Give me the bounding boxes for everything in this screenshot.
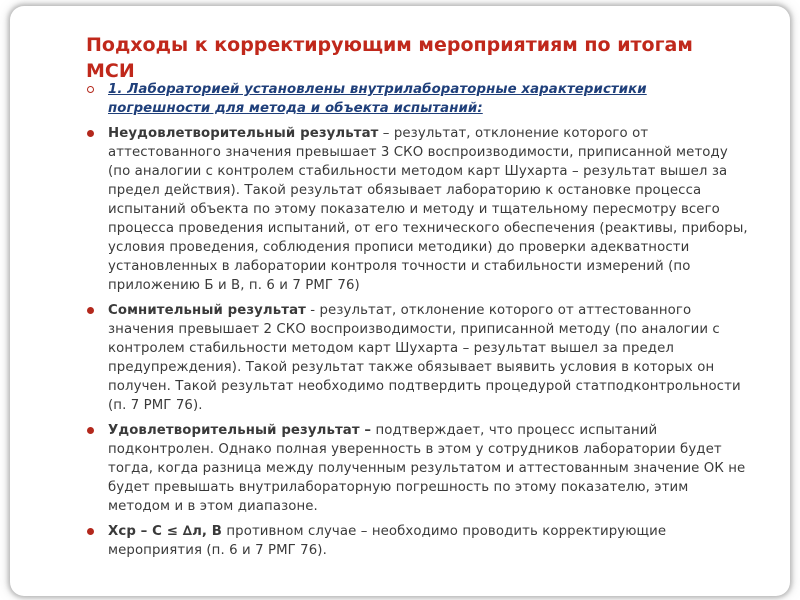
bullet-icon [87, 86, 94, 93]
bullet-icon [87, 427, 94, 434]
list-item-unsatisfactory [86, 124, 750, 295]
item-text: – результат, отклонение которого от аттестованного значения превышает 3 СКО воспроизводимости, приписанной методу (по аналогии с контролем стабильности методом карт Шухарта – результат вышел за предел действия). Такой результат обязывает лабораторию к остановке процесса испытаний объекта по этому показателю и методу и тщательному пересмотру всего процесса проведения испытаний, от его технического обеспечения (реактивы, приборы, условия проведения, соблюдения прописи методики) до проверки адекватности установленных в лаборатории контроля точности и стабильности измерений (по приложению Б и В, п. 6 и 7 РМГ 76) [108, 126, 748, 293]
item-text: противном случае – необходимо проводить корректирующие мероприятия (п. 6 и 7 РМГ 76). [108, 524, 667, 558]
bullet-icon [87, 130, 94, 137]
list-item-satisfactory [86, 421, 750, 516]
item-term: Удовлетворительный результат – [108, 423, 372, 438]
slide-content-list [86, 80, 750, 560]
bullet-icon [87, 528, 94, 535]
item-term: Xср – C ≤ ∆л, В [108, 524, 223, 539]
item-text: - результат, отклонение которого от аттестованного значения превышает 2 СКО воспроизводимости, приписанной методу (по аналогии с контролем стабильности методом карт Шухарта – результат вышел за предел предупреждения). Такой результат также обязывает выявить условия в которых он получен. Такой результат необходимо подтвердить процедурой статподконтрольности (п. 7 РМГ 76). [108, 303, 741, 413]
slide-title: Подходы к корректирующим мероприятиям по итогам МСИ [86, 34, 693, 82]
item-term: Сомнительный результат [108, 303, 306, 318]
bullet-icon [87, 307, 94, 314]
list-item-formula [86, 522, 750, 560]
item-term: Неудовлетворительный результат [108, 126, 379, 141]
item-text: подтверждает, что процесс испытаний подконтролен. Однако полная уверенность в этом у сотрудников лаборатории будет тогда, когда разница между полученным результатом и аттестованным значение ОК не будет превышать внутрилабораторную погрешность по этому показателю, этим методом и в этом диапазоне. [108, 423, 746, 514]
lead-list-item [86, 80, 750, 118]
list-item-doubtful [86, 301, 750, 415]
lead-text: 1. Лабораторией установлены внутрилабораторные характеристики погрешности для метода и объекта испытаний: [108, 82, 647, 116]
